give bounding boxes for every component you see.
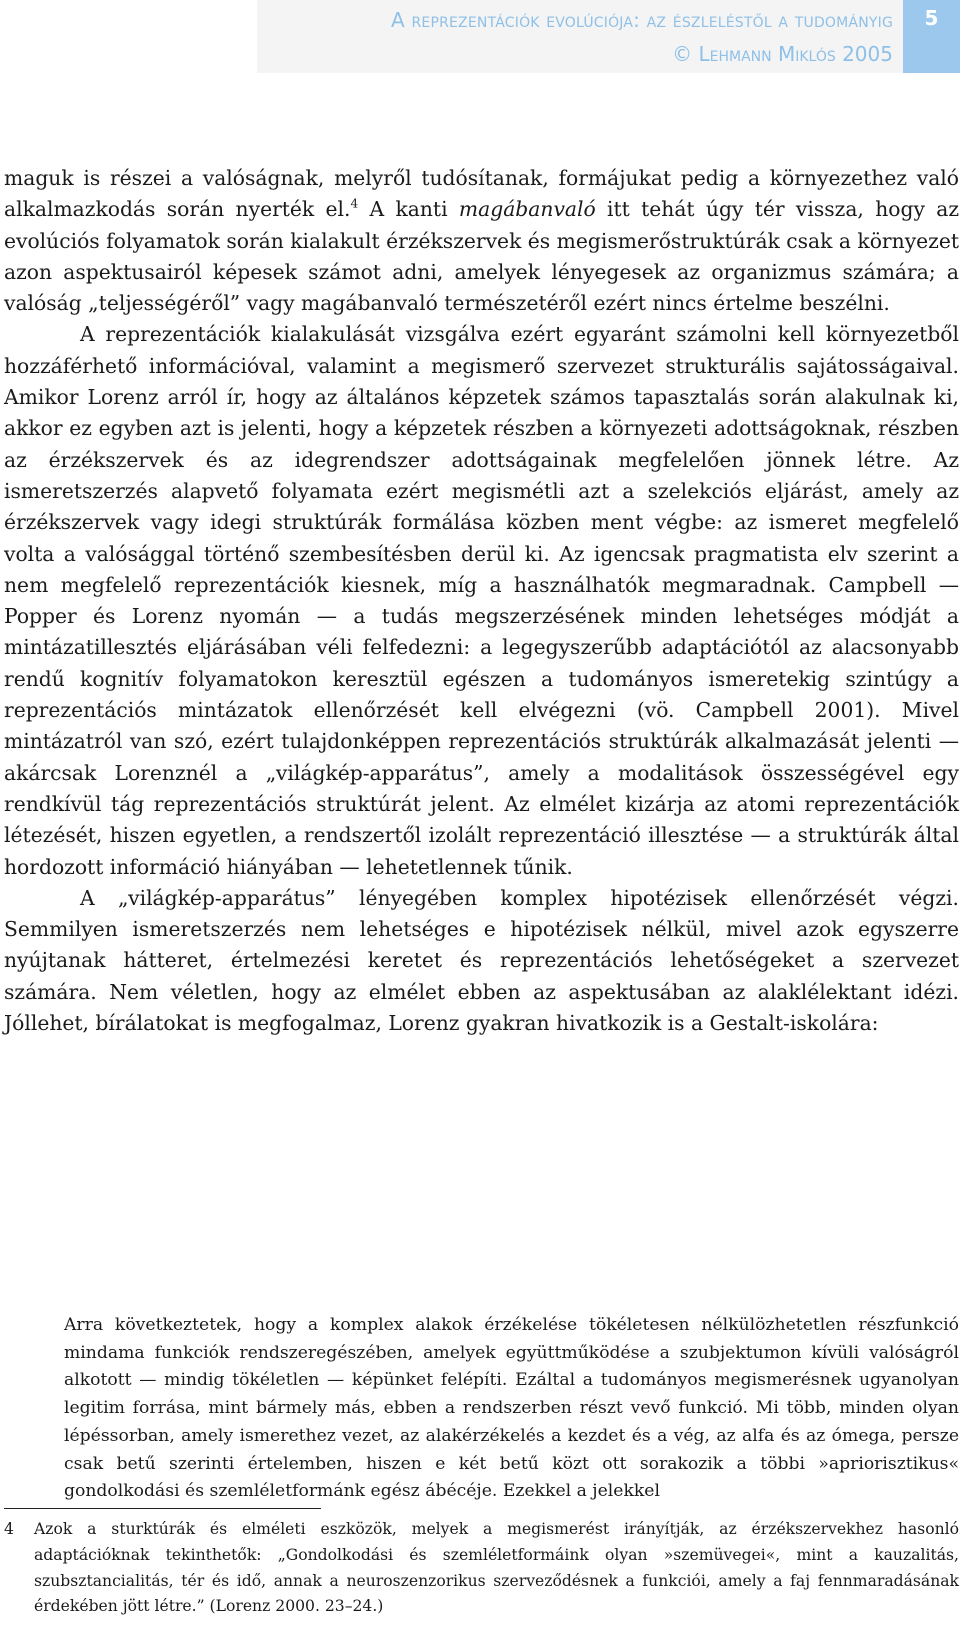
paragraph-2: A reprezentációk kialakulását vizsgálva ezért egyaránt számolni kell környezetből hozzáférhető információval, valamint a megismerő szervezet strukturális sajátosságaival. Amikor Lorenz arról ír, hogy az általános képzetek számos tapasztalás során alakulnak ki, akkor ez egyben azt is jelenti, hogy a képzetek részben a környezeti adottságoknak, részben az érzékszervek és az idegrendszer adottságainak megfelelően jönnek létre. Az ismeretszerzés alapvető folyamata ezért megismétli azt a szelekciós eljárást, amely az érzékszervek vagy idegi struktúrák formálása közben ment végbe: az ismeret megfelelő volta a valósággal történő szembesítésben derül ki. Az igencsak pragmatista elv szerint a nem megfelelő reprezentációk kiesnek, míg a használhatók megmaradnak. Campbell — Popper és Lorenz nyomán — a tudás megszerzésének minden lehetséges módját a mintázatillesztés eljárásában véli felfedezni: a legegyszerűbb adaptációtól az alacsonyabb rendű kognitív folyamatokon keresztül egészen a tudományos ismeretekig szintúgy a reprezentációs mintázatok ellenőrzését kell elvégezni (vö. Campbell 2001). Mivel mintázatról van szó, ezért tulajdonképpen reprezentációs struktúrák alkalmazását jelenti — akárcsak Lorenznél a „világkép-apparátus”, amely a modalitások összességével egy rendkívül tág reprezentációs struktúrát jelent. Az elmélet kizárja az atomi reprezentációk létezését, hiszen egyetlen, a rendszertől izolált reprezentáció illesztése — a struktúrák által hordozott információ hiányában — lehetetlennek tűnik. <box>4 322 959 879</box>
footnote-marker: 4 <box>4 1520 14 1538</box>
author-copyright: © Lehmann Miklós 2005 <box>672 41 893 66</box>
footnote-reference[interactable]: 4 <box>350 196 359 211</box>
quote-text: Arra következtetek, hogy a komplex alakok érzékelése tökéletesen nélkülözhetetlen részfunkció mindama funkciók rendszeregészében, amelyek együttműködése a szubjektumon kívüli valóságról alkotott — mindig tökéletlen — képünket felépíti. Ezáltal a tudományos megismerésnek ugyanolyan legitim forrása, mint bármely más, ebben a rendszerben részt vevő funkció. Mi több, minden olyan lépéssorban, amely ismerethez vezet, az alakérzékelés a kezdet és a vég, az alfa és az ómega, persze csak betű szerinti értelemben, hiszen e két betű közt ott sorakozik a többi »apriorisztikus« gondolkodási és szemléletformánk egész ábécéje. Ezekkel a jelekkel <box>64 1315 959 1502</box>
emphasis-term: magábanvaló <box>458 197 596 222</box>
footnote-separator <box>4 1508 321 1509</box>
paragraph-3: A „világkép-apparátus” lényegében komplex hipotézisek ellenőrzését végzi. Semmilyen ismeretszerzés nem lehetséges e hipotézisek nélkül, mivel azok egyszerre nyújtanak hátteret, értelmezési keretet és reprezentációs lehetőségeket a szervezet számára. Nem véletlen, hogy az elmélet ebben az aspektusában az alaklélektant idézi. Jóllehet, bírálatokat is megfogalmaz, Lorenz gyakran hivatkozik is a Gestalt-iskolára: <box>4 885 959 1036</box>
footnote-text: Azok a sturktúrák és elméleti eszközök, melyek a megismerést irányítják, az érzékszervekhez hasonló adaptációknak tekinthetők: „Gondolkodási és szemléletformáink olyan »szemüvegei«, mint a kauzalitás, szubsztancialitás, tér és idő, annak a neuroszenzorikus szerveződésnek a funkciói, amely a faj fennmaradásának érdekében jött létre.” (Lorenz 2000. 23–24.) <box>34 1520 959 1616</box>
body-text <box>4 163 959 1039</box>
block-quote <box>64 1312 959 1506</box>
header-titles <box>257 0 903 73</box>
running-title: A reprezentációk evolúciója: az észleléstől a tudományig <box>391 7 893 32</box>
paragraph-1 <box>4 163 959 319</box>
page-number: 5 <box>903 0 960 73</box>
footnote-paragraph <box>4 1517 959 1620</box>
running-header <box>257 0 960 73</box>
paragraph-1-mid: A kanti <box>358 197 459 222</box>
footnote <box>4 1517 959 1620</box>
paragraph-1-end: itt tehát úgy tér vissza, hogy az evolúciós folyamatok során kialakult érzékszervek és megismerőstruktúrák csak a környezet azon aspektusairól képesek számot adni, amelyek lényegesek az organizmus számára; a valóság „teljességéről” vagy magábanvaló természetéről ezért nincs értelme beszélni. <box>4 197 959 316</box>
paragraph-1-start: maguk is részei a valóságnak, melyről tudósítanak, formájukat pedig a környezethez való alkalmazkodás során nyerték el. <box>4 166 959 222</box>
